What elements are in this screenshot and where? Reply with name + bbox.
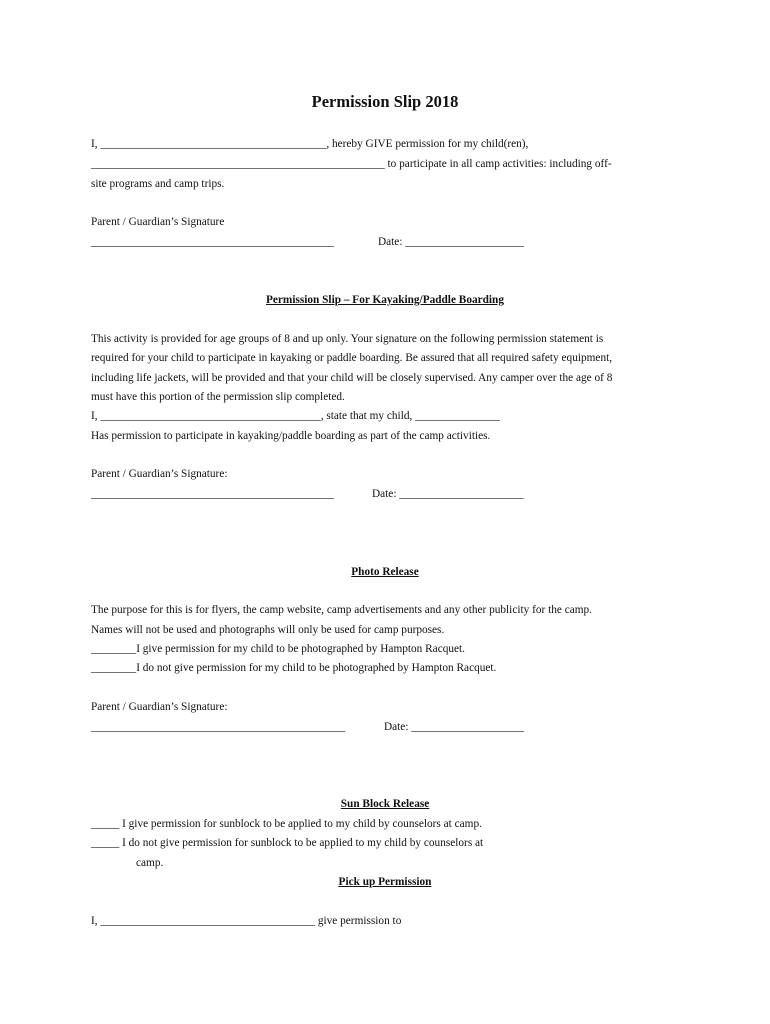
signature-label: Parent / Guardian’s Signature xyxy=(91,216,225,228)
photo-option-give: ________I give permission for my child to be photographed by Hampton Racquet. xyxy=(91,643,465,655)
kayak-paragraph-line: required for your child to participate in kayaking or paddle boarding. Be assured that all required safety equipment, xyxy=(91,352,613,364)
pickup-permission-line: I, ______________________________________ give permission to xyxy=(91,915,402,927)
general-permission-line: I, ________________________________________, hereby GIVE permission for my child(ren), xyxy=(91,138,529,150)
kayak-paragraph-line: This activity is provided for age groups of 8 and up only. Your signature on the following permission statement is xyxy=(91,333,604,345)
sunblock-option-give: _____ I give permission for sunblock to be applied to my child by counselors at camp. xyxy=(91,818,482,830)
kayak-statement-line: I, _______________________________________, state that my child, _______________ xyxy=(91,410,500,422)
signature-line: _____________________________________________ xyxy=(91,721,346,733)
signature-line: ___________________________________________ xyxy=(91,488,334,500)
signature-line: ___________________________________________ xyxy=(91,236,334,248)
sunblock-option-continued: camp. xyxy=(136,857,164,869)
page-title: Permission Slip 2018 xyxy=(311,92,459,111)
section-heading-kayaking: Permission Slip – For Kayaking/Paddle Boarding xyxy=(265,294,504,306)
date-line: Date: _____________________ xyxy=(378,236,524,248)
photo-option-not-give: ________I do not give permission for my child to be photographed by Hampton Racquet. xyxy=(91,662,497,674)
section-heading-pick-up: Pick up Permission xyxy=(338,876,432,888)
date-line: Date: ______________________ xyxy=(372,488,524,500)
general-permission-line: ____________________________________________________ to participate in all camp activities: including off- xyxy=(91,158,612,170)
photo-paragraph-line: Names will not be used and photographs will only be used for camp purposes. xyxy=(91,624,445,636)
section-heading-photo-release: Photo Release xyxy=(351,566,419,578)
section-heading-sun-block: Sun Block Release xyxy=(340,798,430,810)
signature-label: Parent / Guardian’s Signature: xyxy=(91,468,228,480)
kayak-paragraph-line: including life jackets, will be provided and that your child will be closely supervised. Any camper over the age of 8 xyxy=(91,372,613,384)
general-permission-line: site programs and camp trips. xyxy=(91,178,225,190)
kayak-statement-line: Has permission to participate in kayaking/paddle boarding as part of the camp activities. xyxy=(91,430,491,442)
photo-paragraph-line: The purpose for this is for flyers, the camp website, camp advertisements and any other publicity for the camp. xyxy=(91,604,592,616)
kayak-paragraph-line: must have this portion of the permission slip completed. xyxy=(91,391,345,403)
date-line: Date: ____________________ xyxy=(384,721,525,733)
sunblock-option-not-give: _____ I do not give permission for sunblock to be applied to my child by counselors at xyxy=(91,837,484,849)
signature-label: Parent / Guardian’s Signature: xyxy=(91,701,228,713)
